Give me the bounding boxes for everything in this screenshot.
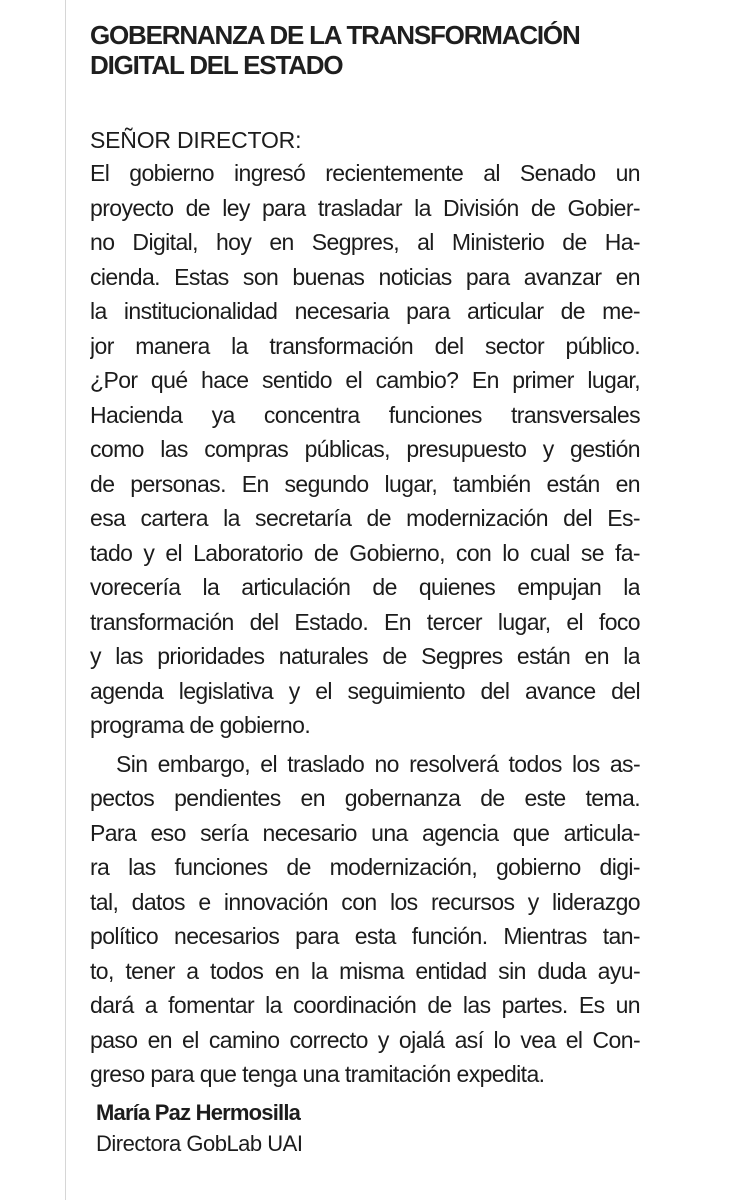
signature-block <box>96 1098 302 1160</box>
author-role: Directora GobLab UAI <box>96 1131 303 1156</box>
text-line: vorecería la articulación de quienes empujan la <box>90 574 640 600</box>
text-line: de personas. En segundo lugar, también están en <box>90 470 640 497</box>
text-line: jor manera la transformación del sector público. <box>90 332 640 359</box>
text-line: la institucionalidad necesaria para articular de me- <box>90 298 640 324</box>
column-divider <box>65 0 66 1200</box>
text-line: Para eso sería necesario una agencia que articula- <box>90 819 640 846</box>
salutation: SEÑOR DIRECTOR: <box>90 127 302 153</box>
headline-line-1: GOBERNANZA DE LA TRANSFORMACIÓN <box>90 20 580 50</box>
text-line: Sin embargo, el traslado no resolverá todos los as- <box>116 750 640 777</box>
text-line: greso para que tenga una tramitación expedita. <box>90 1061 545 1087</box>
text-line: no Digital, hoy en Segpres, al Ministerio de Ha- <box>90 229 640 255</box>
text-line: Hacienda ya concentra funciones transversales <box>90 401 640 428</box>
text-line: cienda. Estas son buenas noticias para avanzar en <box>90 263 640 290</box>
paragraph-2 <box>90 747 640 1092</box>
text-line: paso en el camino correcto y ojalá así lo vea el Con- <box>90 1026 640 1053</box>
text-line: dará a fomentar la coordinación de las partes. Es un <box>90 992 640 1018</box>
text-line: to, tener a todos en la misma entidad sin duda ayu- <box>90 957 640 984</box>
author-name: María Paz Hermosilla <box>96 1100 301 1125</box>
text-line: proyecto de ley para trasladar la División de Gobier- <box>90 194 640 221</box>
text-line: pectos pendientes en gobernanza de este tema. <box>90 785 640 811</box>
text-line: programa de gobierno. <box>90 712 311 738</box>
letter-article <box>90 20 640 1092</box>
text-line: y las prioridades naturales de Segpres están en la <box>90 643 640 669</box>
text-line: agenda legislativa y el seguimiento del avance del <box>90 677 640 704</box>
text-line: como las compras públicas, presupuesto y gestión <box>90 436 640 462</box>
text-line: transformación del Estado. En tercer lugar, el foco <box>90 608 640 635</box>
paragraph-1 <box>90 156 640 743</box>
text-line: El gobierno ingresó recientemente al Senado un <box>90 160 640 186</box>
text-line: ra las funciones de modernización, gobierno digi- <box>90 854 640 880</box>
text-line: tado y el Laboratorio de Gobierno, con lo cual se fa- <box>90 539 640 566</box>
text-line: tal, datos e innovación con los recursos y liderazgo <box>90 888 640 915</box>
text-line: esa cartera la secretaría de modernización del Es- <box>90 505 640 531</box>
text-line: político necesarios para esta función. Mientras tan- <box>90 923 640 949</box>
headline <box>90 20 640 80</box>
headline-line-2: DIGITAL DEL ESTADO <box>90 50 343 80</box>
text-line: ¿Por qué hace sentido el cambio? En primer lugar, <box>90 367 640 393</box>
